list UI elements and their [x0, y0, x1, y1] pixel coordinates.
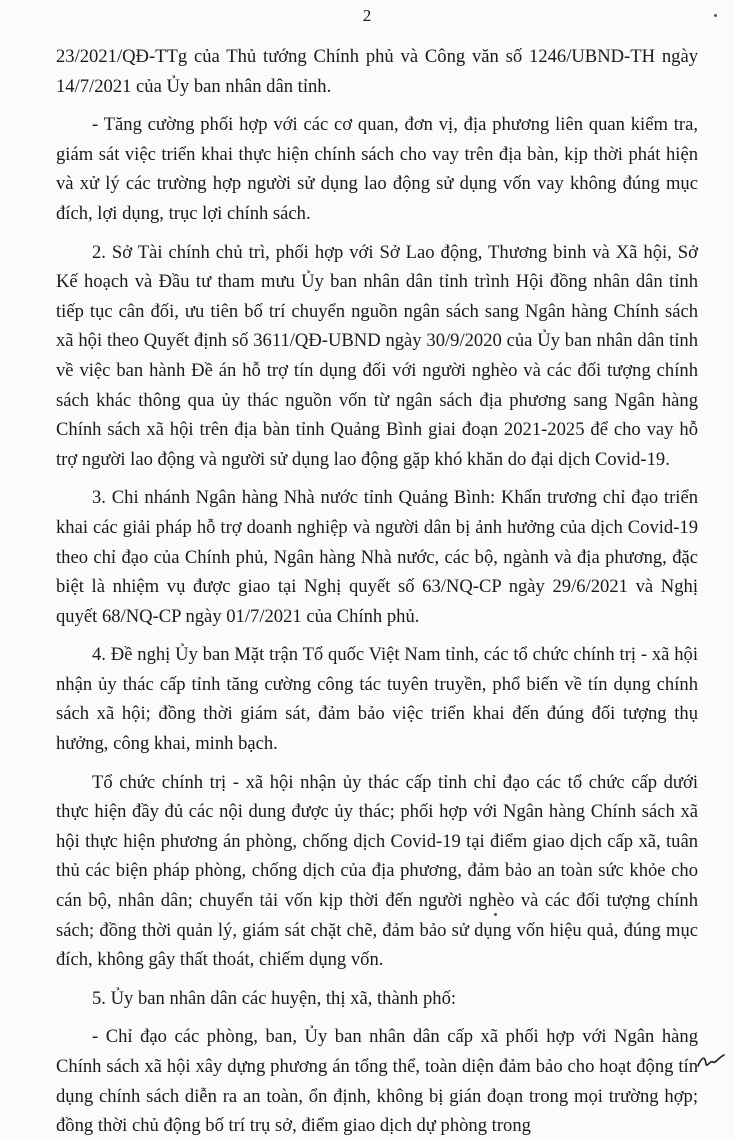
paragraph-socio-political: Tổ chức chính trị - xã hội nhận ủy thác cấp tỉnh chỉ đạo các tổ chức cấp dưới thực hiện đầy đủ các nội dung được ủy thác; phối hợp với Ngân hàng Chính sách xã hội thực hiện phương án phòng, chống dịch Covid-19 tại điểm giao dịch cấp xã, tuân thủ các biện pháp phòng, chống dịch của địa phương, đảm bảo an toàn sức khỏe cho cán bộ, nhân dân; chuyển tải vốn kịp thời đến người nghèo và các đối tượng chính sách; đồng thời quản lý, giám sát chặt chẽ, đảm bảo sử dụng vốn hiệu quả, đúng mục đích, không gây thất thoát, chiếm dụng vốn.	[56, 771, 698, 971]
initial-mark-icon	[696, 1052, 726, 1070]
paragraph-continuation: 23/2021/QĐ-TTg của Thủ tướng Chính phủ và Công văn số 1246/UBND-TH ngày 14/7/2021 của Ủy ban nhân dân tỉnh.	[56, 46, 698, 97]
document-body	[56, 42, 698, 1141]
paragraph-item-4: 4. Đề nghị Ủy ban Mặt trận Tổ quốc Việt Nam tỉnh, các tổ chức chính trị - xã hội nhận ủy thác cấp tỉnh tăng cường công tác tuyên truyền, phổ biến về tín dụng chính sách xã hội; đồng thời giám sát, đảm bảo việc triển khai đến đúng đối tượng thụ hưởng, công khai, minh bạch.	[56, 644, 698, 755]
paragraph-inspection: - Tăng cường phối hợp với các cơ quan, đơn vị, địa phương liên quan kiểm tra, giám sát việc triển khai thực hiện chính sách cho vay trên địa bàn, kịp thời phát hiện và xử lý các trường hợp người sử dụng lao động sử dụng vốn vay không đúng mục đích, lợi dụng, trục lợi chính sách.	[56, 114, 698, 224]
page-number: 2	[362, 6, 372, 25]
paragraph-district-direction: - Chỉ đạo các phòng, ban, Ủy ban nhân dân cấp xã phối hợp với Ngân hàng Chính sách xã hội xây dựng phương án tổng thể, toàn diện đảm bảo cho hoạt động tín dụng chính sách diễn ra an toàn, ổn định, không bị gián đoạn trong mọi trường hợp; đồng thời chủ động bố trí trụ sở, điểm giao dịch dự phòng trong	[56, 1026, 698, 1137]
paragraph-item-5: 5. Ủy ban nhân dân các huyện, thị xã, thành phố:	[92, 987, 457, 1009]
paragraph-item-2: 2. Sở Tài chính chủ trì, phối hợp với Sở Lao động, Thương binh và Xã hội, Sở Kế hoạch và Đầu tư tham mưu Ủy ban nhân dân tỉnh trình Hội đồng nhân dân tỉnh tiếp tục cân đối, ưu tiên bố trí chuyển nguồn ngân sách sang Ngân hàng Chính sách xã hội theo Quyết định số 3611/QĐ-UBND ngày 30/9/2020 của Ủy ban nhân dân tỉnh về việc ban hành Đề án hỗ trợ tín dụng đối với người nghèo và các đối tượng chính sách khác thông qua ủy thác nguồn vốn từ ngân sách địa phương sang Ngân hàng Chính sách xã hội trên địa bàn tỉnh Quảng Bình giai đoạn 2021-2025 để cho vay hỗ trợ người lao động và người sử dụng lao động gặp khó khăn do đại dịch Covid-19.	[56, 241, 698, 470]
scan-speck	[494, 913, 497, 916]
paragraph-item-3: 3. Chi nhánh Ngân hàng Nhà nước tỉnh Quảng Bình: Khẩn trương chỉ đạo triển khai các giải pháp hỗ trợ doanh nghiệp và người dân bị ảnh hưởng của dịch Covid-19 theo chỉ đạo của Chính phủ, Ngân hàng Nhà nước, các bộ, ngành và địa phương, đặc biệt là nhiệm vụ được giao tại Nghị quyết số 63/NQ-CP ngày 29/6/2021 và Nghị quyết 68/NQ-CP ngày 01/7/2021 của Chính phủ.	[56, 487, 698, 627]
scan-speck	[714, 14, 717, 17]
